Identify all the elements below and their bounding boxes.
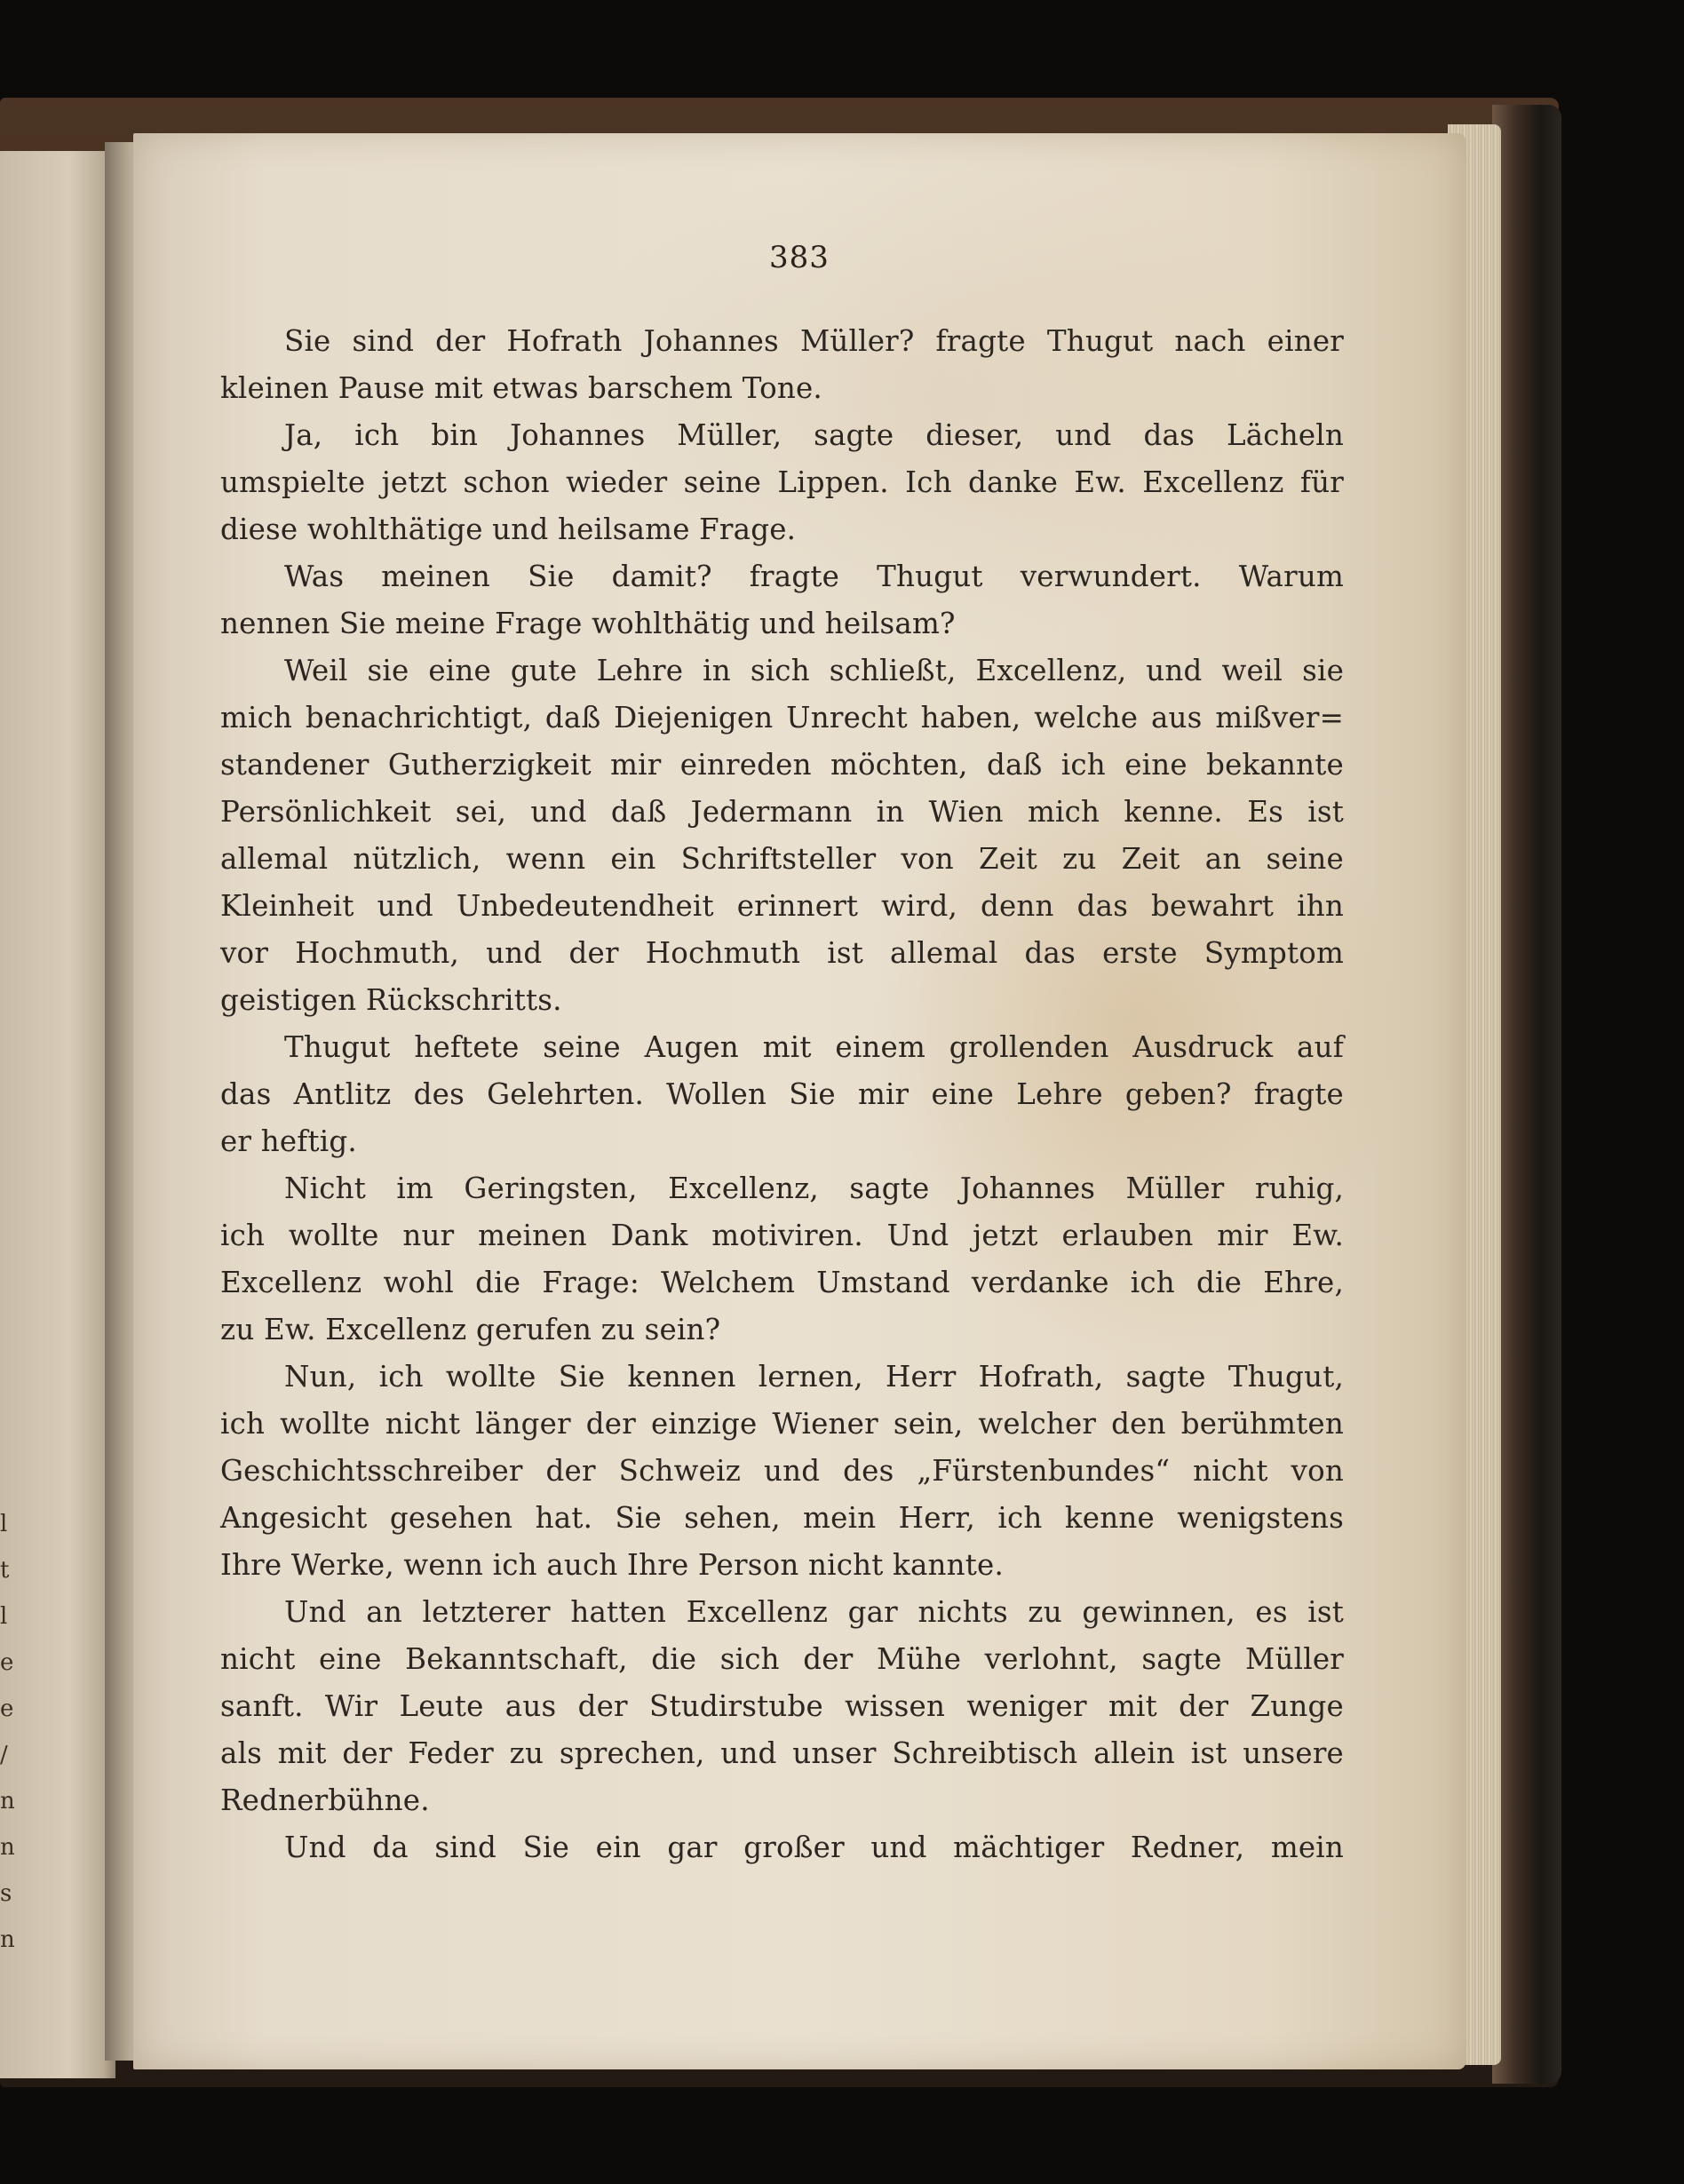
text-line: Sie sind der Hofrath Johannes Müller? fragte Thugut nach einer xyxy=(284,324,1344,358)
left-mark: e xyxy=(0,1649,14,1676)
text-line: Und an letzterer hatten Excellenz gar nichts zu gewinnen, es ist xyxy=(284,1595,1344,1629)
text-line: Excellenz wohl die Frage: Welchem Umstand verdanke ich die Ehre, xyxy=(220,1266,1344,1299)
left-mark: n xyxy=(0,1926,15,1953)
left-mark: / xyxy=(0,1742,8,1768)
text-line: Geschichtsschreiber der Schweiz und des „Fürstenbundes“ nicht von xyxy=(220,1454,1344,1488)
left-mark: t xyxy=(0,1557,10,1584)
text-line: Kleinheit und Unbedeutendheit erinnert wird, denn das bewahrt ihn xyxy=(220,889,1344,923)
text-line: allemal nützlich, wenn ein Schriftsteller von Zeit zu Zeit an seine xyxy=(220,842,1344,876)
text-line: als mit der Feder zu sprechen, und unser Schreibtisch allein ist unsere xyxy=(220,1736,1344,1770)
text-line: Was meinen Sie damit? fragte Thugut verwundert. Warum xyxy=(284,560,1344,593)
text-line: diese wohlthätige und heilsame Frage. xyxy=(220,512,797,546)
text-line: Thugut heftete seine Augen mit einem grollenden Ausdruck auf xyxy=(284,1030,1344,1064)
page-number: 383 xyxy=(769,240,830,275)
text-line: Rednerbühne. xyxy=(220,1783,430,1817)
text-line: Ihre Werke, wenn ich auch Ihre Person nicht kannte. xyxy=(220,1548,1005,1582)
left-mark: n xyxy=(0,1788,15,1815)
page-text xyxy=(220,318,1344,1871)
text-line: Ja, ich bin Johannes Müller, sagte dieser, und das Lächeln xyxy=(284,418,1344,452)
text-line: sanft. Wir Leute aus der Studirstube wissen weniger mit der Zunge xyxy=(220,1689,1344,1723)
text-line: er heftig. xyxy=(220,1124,357,1158)
text-line: geistigen Rückschritts. xyxy=(220,983,562,1017)
text-line: Nun, ich wollte Sie kennen lernen, Herr Hofrath, sagte Thugut, xyxy=(284,1360,1344,1394)
text-line: Persönlichkeit sei, und daß Jedermann in Wien mich kenne. Es ist xyxy=(220,795,1344,829)
text-line: Nicht im Geringsten, Excellenz, sagte Johannes Müller ruhig, xyxy=(284,1171,1344,1205)
left-mark: l xyxy=(0,1603,8,1630)
left-mark: l xyxy=(0,1511,8,1537)
text-line: kleinen Pause mit etwas barschem Tone. xyxy=(220,371,822,405)
text-line: vor Hochmuth, und der Hochmuth ist allemal das erste Symptom xyxy=(220,936,1344,970)
text-line: nicht eine Bekanntschaft, die sich der Mühe verlohnt, sagte Müller xyxy=(220,1642,1344,1676)
text-line: ich wollte nicht länger der einzige Wiener sein, welcher den berühmten xyxy=(220,1407,1344,1441)
text-line: zu Ew. Excellenz gerufen zu sein? xyxy=(220,1313,721,1346)
text-line: mich benachrichtigt, daß Diejenigen Unrecht haben, welche aus mißver= xyxy=(220,701,1344,735)
right-page xyxy=(133,133,1466,2069)
text-line: umspielte jetzt schon wieder seine Lippen. Ich danke Ew. Excellenz für xyxy=(220,465,1344,499)
left-page-marks xyxy=(0,1501,21,2069)
left-mark: e xyxy=(0,1696,14,1722)
left-mark: n xyxy=(0,1834,15,1861)
book-back-edge xyxy=(1492,105,1561,2084)
text-line: das Antlitz des Gelehrten. Wollen Sie mir eine Lehre geben? fragte xyxy=(220,1077,1344,1111)
left-mark: s xyxy=(0,1880,12,1907)
text-line: Angesicht gesehen hat. Sie sehen, mein Herr, ich kenne wenigstens xyxy=(220,1501,1344,1535)
text-line: ich wollte nur meinen Dank motiviren. Und jetzt erlauben mir Ew. xyxy=(220,1219,1344,1252)
text-line: Weil sie eine gute Lehre in sich schließt, Excellenz, und weil sie xyxy=(284,654,1344,687)
text-line: nennen Sie meine Frage wohlthätig und heilsam? xyxy=(220,607,956,640)
text-line: standener Gutherzigkeit mir einreden möchten, daß ich eine bekannte xyxy=(220,748,1344,782)
left-page xyxy=(0,151,115,2078)
text-line: Und da sind Sie ein gar großer und mächtiger Redner, mein xyxy=(284,1831,1344,1864)
